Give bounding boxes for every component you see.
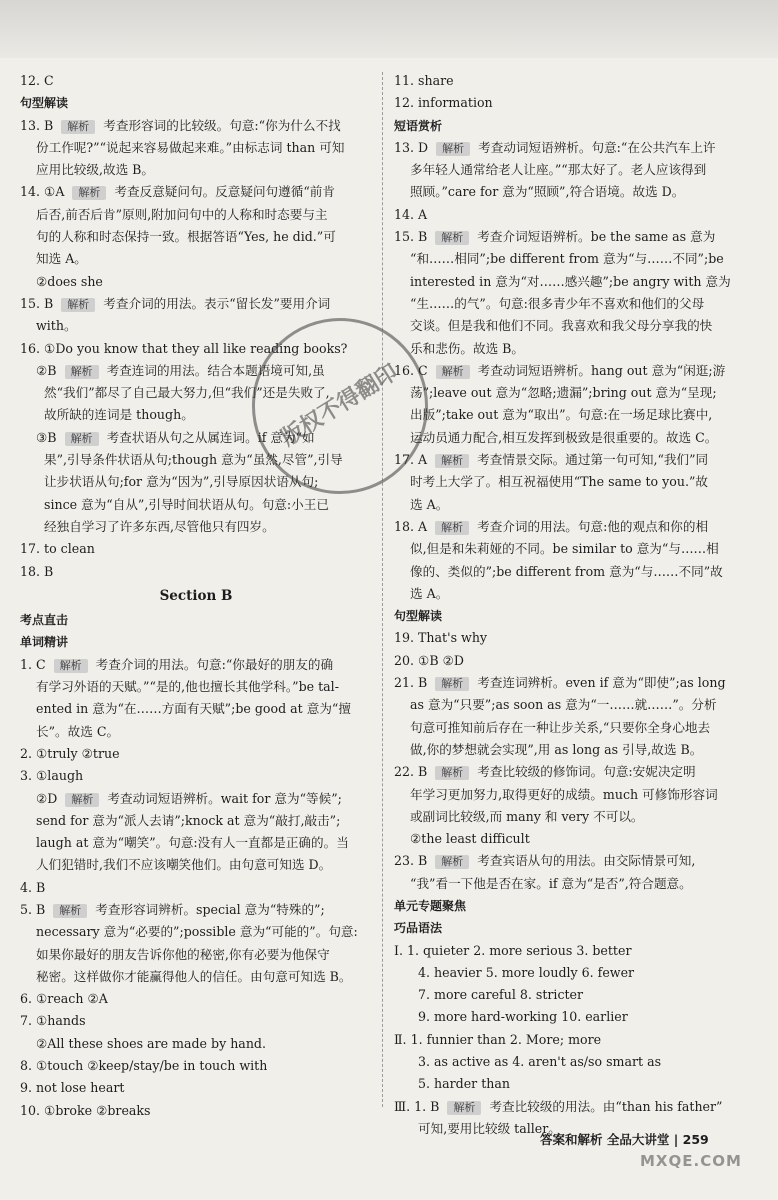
- answer-text: with。: [36, 318, 77, 334]
- answer-text: 考查动词短语辨析。hang out 意为“闲逛;游: [473, 362, 726, 378]
- section-title-text: Section B: [159, 587, 233, 604]
- answer-line: [394, 538, 756, 560]
- answer-line: [20, 676, 372, 698]
- answer-text: 如果你最好的朋友告诉你他的秘密,你有必要为他保守: [36, 946, 330, 962]
- answer-line: [394, 717, 756, 739]
- answer-line: [394, 204, 756, 226]
- answer-line: [20, 966, 372, 988]
- answer-text: ②B: [36, 362, 61, 378]
- answer-line: [20, 944, 372, 966]
- answer-text: Ⅰ. 1. quieter 2. more serious 3. better: [394, 942, 632, 958]
- answer-line: [20, 765, 372, 787]
- section-heading: [394, 917, 756, 939]
- analysis-tag: 解析: [65, 365, 99, 379]
- answer-line: [394, 449, 756, 471]
- answer-line: [394, 627, 756, 649]
- answer-text: 考查情景交际。通过第一句可知,“我们”同: [473, 452, 709, 468]
- answer-line: [394, 159, 756, 181]
- answer-line: [394, 694, 756, 716]
- answer-text: 23. B: [394, 853, 432, 869]
- answer-line: [20, 70, 372, 92]
- answer-line: [394, 561, 756, 583]
- answer-text: 2. ①truly ②true: [20, 745, 120, 761]
- answer-line: [20, 561, 372, 583]
- heading-text: 单元专题聚焦: [394, 898, 467, 913]
- answer-line: [394, 471, 756, 493]
- answer-text: 考查连词的用法。结合本题语境可知,虽: [102, 362, 325, 378]
- answer-text: 考查动词短语辨析。wait for 意为“等候”;: [103, 790, 342, 806]
- answer-line: [394, 92, 756, 114]
- answer-line: [20, 832, 372, 854]
- answer-text: 知选 A。: [36, 251, 87, 267]
- answer-line: [394, 940, 756, 962]
- answer-text: 考查介词的用法。句意:“你最好的朋友的确: [91, 656, 334, 672]
- answer-text: 经独自学习了许多东西,尽管他只有四岁。: [44, 518, 275, 534]
- answer-text: 照顾。”care for 意为“照顾”,符合语境。故选 D。: [410, 184, 685, 200]
- answer-line: [394, 672, 756, 694]
- heading-text: 单词精讲: [20, 635, 69, 650]
- answer-text: 份工作呢?”“说起来容易做起来难。”由标志词 than 可知: [36, 139, 345, 155]
- answer-text: 荡”;leave out 意为“忽略;遗漏”;bring out 意为“呈现;: [410, 385, 717, 401]
- analysis-tag: 解析: [72, 186, 106, 200]
- column-divider: [382, 72, 383, 1107]
- answer-text: 15. B: [394, 229, 432, 245]
- answer-text: 应用比较级,故选 B。: [36, 162, 155, 178]
- analysis-tag: 解析: [447, 1101, 481, 1115]
- answer-line: [394, 1029, 756, 1051]
- answer-text: 22. B: [394, 764, 432, 780]
- answer-line: [20, 115, 372, 137]
- analysis-tag: 解析: [435, 454, 469, 468]
- answer-line: [394, 382, 756, 404]
- answer-text: 考查介词短语辨析。be the same as 意为: [473, 229, 716, 245]
- heading-text: 句型解读: [394, 609, 443, 624]
- answer-text: ented in 意为“在……方面有天赋”;be good at 意为“擅: [36, 701, 351, 717]
- answer-line: [20, 226, 372, 248]
- answer-text: 7. more careful 8. stricter: [418, 987, 584, 1003]
- answer-text: 14. A: [394, 206, 428, 222]
- answer-line: [394, 873, 756, 895]
- answer-line: [20, 516, 372, 538]
- answer-text: 考查介词的用法。表示“留长发”要用介词: [99, 295, 331, 311]
- answer-line: [20, 921, 372, 943]
- answer-text: 12. information: [394, 95, 493, 111]
- right-column: [394, 70, 756, 1140]
- answer-line: [394, 70, 756, 92]
- answer-line: [394, 806, 756, 828]
- analysis-tag: 解析: [435, 855, 469, 869]
- answer-text: 16. C: [394, 362, 432, 378]
- answer-line: [394, 761, 756, 783]
- analysis-tag: 解析: [65, 793, 99, 807]
- answer-text: 运动员通力配合,相互发挥到极致是很重要的。故选 C。: [410, 429, 718, 445]
- analysis-tag: 解析: [435, 766, 469, 780]
- answer-text: ③B: [36, 429, 61, 445]
- answer-text: 考查动词短语辨析。句意:“在公共汽车上许: [474, 139, 716, 155]
- answer-text: Ⅲ. 1. B: [394, 1098, 444, 1114]
- answer-line: [20, 248, 372, 270]
- answer-text: 11. share: [394, 73, 454, 88]
- section-heading: [20, 631, 372, 653]
- answer-line: [394, 739, 756, 761]
- stamp-text: 版权不得翻印: [277, 360, 403, 452]
- answer-text: 4. heavier 5. more loudly 6. fewer: [418, 964, 635, 980]
- answer-line: [394, 404, 756, 426]
- answer-text: 9. more hard-working 10. earlier: [418, 1009, 628, 1025]
- section-heading: [394, 115, 756, 137]
- answer-text: 15. B: [20, 295, 58, 311]
- answer-text: 长”。故选 C。: [36, 723, 120, 739]
- answer-line: [20, 1033, 372, 1055]
- answer-text: 选 A。: [410, 496, 449, 512]
- answer-text: 1. C: [20, 656, 50, 672]
- answer-text: 考查连词辨析。even if 意为“即使”;as long: [473, 675, 726, 691]
- answer-line: [394, 1051, 756, 1073]
- answer-text: 人们犯错时,我们不应该嘲笑他们。由句意可知选 D。: [36, 857, 332, 873]
- heading-text: 考点直击: [20, 613, 69, 628]
- answer-text: 13. D: [394, 139, 433, 155]
- answer-line: [20, 181, 372, 203]
- answer-line: [20, 988, 372, 1010]
- answer-line: [20, 1100, 372, 1122]
- answer-line: [394, 137, 756, 159]
- analysis-tag: 解析: [61, 298, 95, 312]
- analysis-tag: 解析: [54, 659, 88, 673]
- answer-text: 5. harder than: [418, 1076, 510, 1092]
- answer-text: 5. B: [20, 901, 50, 917]
- section-heading: [20, 609, 372, 631]
- answer-line: [20, 721, 372, 743]
- answer-line: [20, 877, 372, 899]
- answer-line: [20, 538, 372, 560]
- heading-text: 巧品语法: [394, 921, 443, 936]
- answer-line: [20, 1055, 372, 1077]
- answer-line: [394, 984, 756, 1006]
- answer-text: 似,但是和朱莉娅的不同。be similar to 意为“与……相: [410, 541, 719, 557]
- answer-line: [394, 828, 756, 850]
- page-footer: 答案和解析 全品大讲堂 | 259: [540, 1132, 709, 1147]
- answer-line: [394, 784, 756, 806]
- answer-line: [20, 788, 372, 810]
- analysis-tag: 解析: [53, 904, 87, 918]
- analysis-tag: 解析: [435, 521, 469, 535]
- answer-text: 6. ①reach ②A: [20, 991, 108, 1007]
- answer-line: [394, 650, 756, 672]
- answer-text: 果”,引导条件状语从句;though 意为“虽然,尽管”,引导: [44, 452, 343, 468]
- answer-line: [394, 494, 756, 516]
- answer-line: [394, 338, 756, 360]
- answer-line: [394, 427, 756, 449]
- answer-text: 17. A: [394, 452, 432, 468]
- answer-text: 年学习更加努力,取得更好的成绩。much 可修饰形容词: [410, 786, 718, 802]
- answer-text: 考查形容词辨析。special 意为“特殊的”;: [91, 901, 325, 917]
- answer-text: 交谈。但是我和他们不同。我喜欢和我父母分享我的快: [410, 318, 713, 334]
- site-watermark: MXQE.COM: [640, 1152, 742, 1170]
- answer-line: [20, 204, 372, 226]
- page-top-shadow: [0, 0, 778, 58]
- answer-line: [20, 698, 372, 720]
- section-heading: [394, 895, 756, 917]
- answer-text: 14. ①A: [20, 184, 69, 200]
- answer-text: 句意可推知前后存在一种让步关系,“只要你全身心地去: [410, 719, 711, 735]
- answer-line: [394, 271, 756, 293]
- answer-text: 后否,前否后肯”原则,附加问句中的人称和时态要与主: [36, 206, 328, 222]
- answer-line: [20, 137, 372, 159]
- answer-line: [20, 810, 372, 832]
- section-heading: [20, 92, 372, 114]
- answer-line: [394, 360, 756, 382]
- answer-line: [394, 293, 756, 315]
- answer-text: 句的人称和时态保持一致。根据答语“Yes, he did.”可: [36, 229, 336, 245]
- answer-line: [394, 850, 756, 872]
- answer-text: 考查比较级的用法。由“than his father”: [485, 1098, 723, 1114]
- section-heading: [394, 605, 756, 627]
- answer-text: 选 A。: [410, 585, 449, 601]
- answer-line: [394, 1073, 756, 1095]
- answer-text: 9. not lose heart: [20, 1080, 125, 1096]
- answer-line: [394, 226, 756, 248]
- answer-text: 时考上大学了。相互祝福使用“The same to you.”故: [410, 474, 708, 490]
- answer-text: 20. ①B ②D: [394, 652, 464, 668]
- answer-text: 4. B: [20, 879, 46, 895]
- answer-line: [20, 159, 372, 181]
- answer-text: “生……的气”。句意:很多青少年不喜欢和他们的父母: [410, 295, 705, 311]
- answer-text: as 意为“只要”;as soon as 意为“一……就……”。分析: [410, 697, 717, 713]
- answer-line: [394, 315, 756, 337]
- answer-line: [20, 293, 372, 315]
- answer-text: 让步状语从句;for 意为“因为”,引导原因状语从句;: [44, 474, 319, 490]
- heading-text: 短语赏析: [394, 118, 443, 133]
- answer-line: [394, 248, 756, 270]
- answer-text: 有学习外语的天赋。”“是的,他也擅长其他学科。”be tal-: [36, 679, 339, 695]
- answer-text: 16. ①Do you know that they all like reading books?: [20, 340, 348, 356]
- answer-text: 做,你的梦想就会实现”,用 as long as 引导,故选 B。: [410, 741, 703, 757]
- answer-text: 乐和悲伤。故选 B。: [410, 340, 525, 356]
- answer-text: 13. B: [20, 117, 58, 133]
- answer-text: “我”看一下他是否在家。if 意为“是否”,符合题意。: [410, 875, 692, 891]
- answer-text: 考查状语从句之从属连词。if 意为“如: [102, 429, 315, 445]
- answer-text: ②D: [36, 790, 62, 806]
- answer-text: 10. ①broke ②breaks: [20, 1102, 151, 1118]
- answer-text: 像的、类似的”;be different from 意为“与……不同”故: [410, 563, 723, 579]
- analysis-tag: 解析: [436, 365, 470, 379]
- section-title: [20, 585, 372, 607]
- answer-line: [20, 743, 372, 765]
- answer-text: send for 意为“派人去请”;knock at 意为“敲打,敲击”;: [36, 812, 341, 828]
- answer-text: “和……相同”;be different from 意为“与……不同”;be: [410, 251, 724, 267]
- answer-text: 19. That's why: [394, 630, 488, 646]
- analysis-tag: 解析: [61, 120, 95, 134]
- answer-text: 18. A: [394, 518, 432, 534]
- answer-text: interested in 意为“对……感兴趣”;be angry with 意为: [410, 273, 731, 289]
- analysis-tag: 解析: [65, 432, 99, 446]
- heading-text: 句型解读: [20, 96, 69, 111]
- answer-text: 可知,要用比较级 taller。: [418, 1120, 561, 1136]
- answer-text: 考查介词的用法。句意:他的观点和你的相: [473, 518, 709, 534]
- answer-text: 考查反意疑问句。反意疑问句遵循“前肯: [110, 184, 335, 200]
- answer-line: [394, 962, 756, 984]
- answer-text: 出版”;take out 意为“取出”。句意:在一场足球比赛中,: [410, 407, 713, 423]
- analysis-tag: 解析: [435, 677, 469, 691]
- answer-text: 17. to clean: [20, 541, 95, 557]
- answer-line: [394, 1006, 756, 1028]
- answer-text: 21. B: [394, 675, 432, 691]
- answer-line: [20, 899, 372, 921]
- answer-text: ②the least difficult: [410, 831, 530, 847]
- answer-text: 3. ①laugh: [20, 768, 84, 784]
- answer-text: Ⅱ. 1. funnier than 2. More; more: [394, 1031, 602, 1047]
- answer-text: 18. B: [20, 563, 54, 579]
- answer-text: 7. ①hands: [20, 1013, 86, 1029]
- answer-text: necessary 意为“必要的”;possible 意为“可能的”。句意:: [36, 924, 358, 940]
- answer-line: [20, 654, 372, 676]
- answer-line: [20, 1077, 372, 1099]
- answer-text: 然“我们”都尽了自己最大努力,但“我们”还是失败了,: [44, 385, 330, 401]
- answer-line: [20, 494, 372, 516]
- answer-text: 12. C: [20, 73, 54, 88]
- answer-line: [394, 1096, 756, 1118]
- answer-text: 3. as active as 4. aren't as/so smart as: [418, 1054, 662, 1070]
- left-column: [20, 70, 372, 1122]
- answer-line: [20, 271, 372, 293]
- answer-line: [394, 583, 756, 605]
- answer-text: 多年轻人通常给老人让座。”“那太好了。老人应该得到: [410, 162, 707, 178]
- answer-text: 8. ①touch ②keep/stay/be in touch with: [20, 1058, 268, 1074]
- answer-text: 考查形容词的比较级。句意:“你为什么不找: [99, 117, 341, 133]
- answer-text: 考查宾语从句的用法。由交际情景可知,: [473, 853, 696, 869]
- answer-text: ②does she: [36, 273, 103, 289]
- analysis-tag: 解析: [436, 142, 470, 156]
- answer-line: [20, 854, 372, 876]
- answer-text: ②All these shoes are made by hand.: [36, 1035, 266, 1051]
- answer-text: 考查比较级的修饰词。句意:安妮决定明: [473, 764, 696, 780]
- answer-text: since 意为“自从”,引导时间状语从句。句意:小王已: [44, 496, 329, 512]
- answer-text: 故所缺的连词是 though。: [44, 407, 194, 423]
- answer-line: [20, 1010, 372, 1032]
- answer-text: laugh at 意为“嘲笑”。句意:没有人一直都是正确的。当: [36, 835, 349, 851]
- answer-text: 或副词比较级,而 many 和 very 不可以。: [410, 808, 644, 824]
- answer-text: 秘密。这样做你才能赢得他人的信任。由句意可知选 B。: [36, 968, 352, 984]
- analysis-tag: 解析: [435, 231, 469, 245]
- answer-line: [394, 516, 756, 538]
- answer-line: [394, 181, 756, 203]
